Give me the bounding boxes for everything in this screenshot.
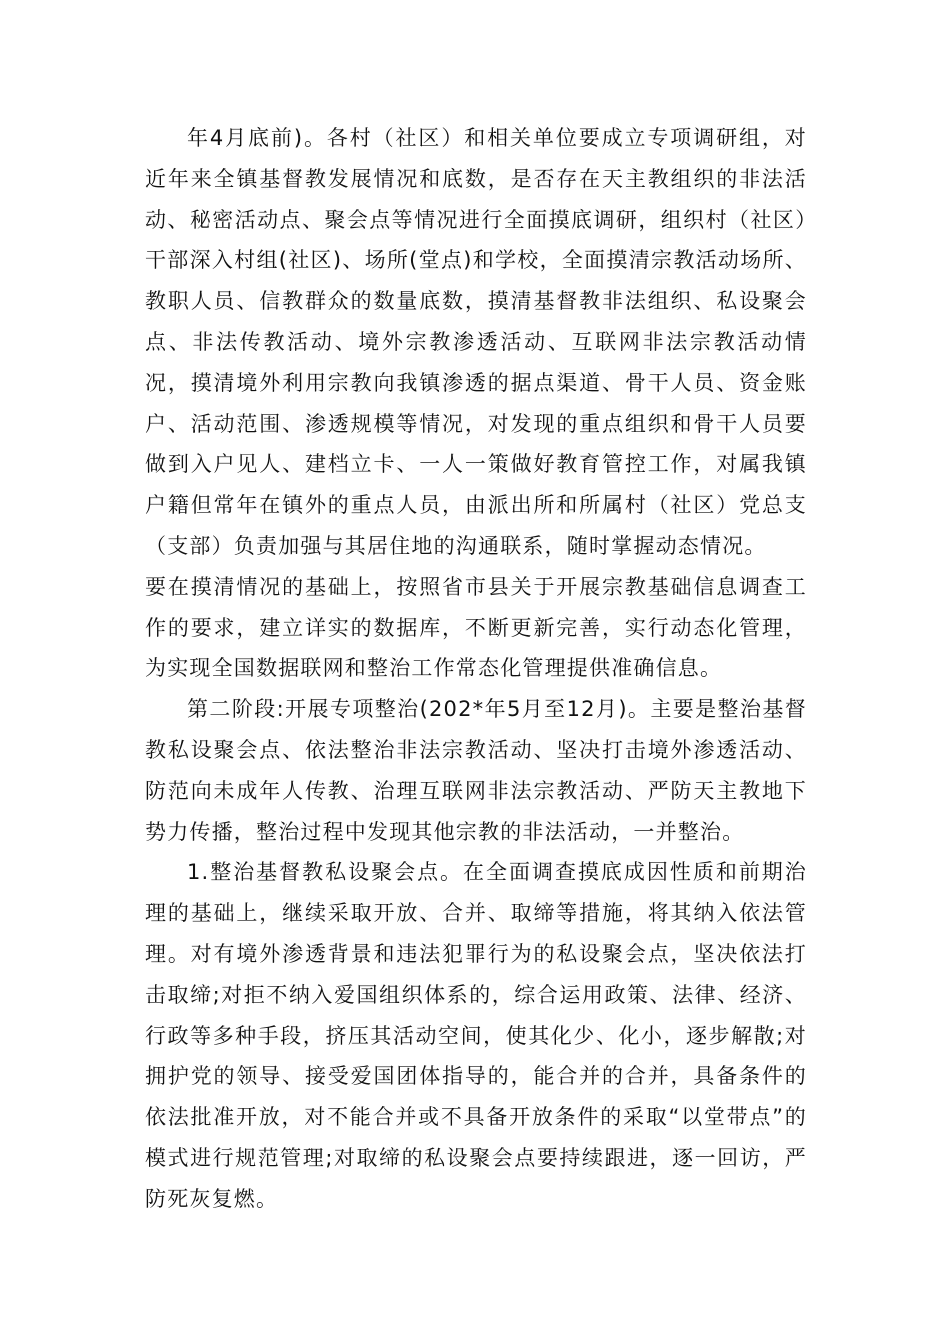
document-body [145,118,807,1220]
paragraph-item-1: 1.整治基督教私设聚会点。在全面调查摸底成因性质和前期治理的基础上，继续采取开放、合并、取缔等措施，将其纳入依法管理。对有境外渗透背景和违法犯罪行为的私设聚会点，坚决依法打击取缔;对拒不纳入爱国组织体系的，综合运用政策、法律、经济、行政等多种手段，挤压其活动空间，使其化少、化小，逐步解散;对拥护党的领导、接受爱国团体指导的，能合并的合并，具备条件的依法批准开放，对不能合并或不具备开放条件的采取“以堂带点”的模式进行规范管理;对取缔的私设聚会点要持续跟进，逐一回访，严防死灰复燃。 [145,860,807,1211]
paragraph-survey-continuation: 年4月底前)。各村（社区）和相关单位要成立专项调研组，对近年来全镇基督教发展情况和底数，是否存在天主教组织的非法活动、秘密活动点、聚会点等情况进行全面摸底调研，组织村（社区）干部深入村组(社区)、场所(堂点)和学校，全面摸清宗教活动场所、教职人员、信教群众的数量底数，摸清基督教非法组织、私设聚会点、非法传教活动、境外宗教渗透活动、互联网非法宗教活动情况，摸清境外利用宗教向我镇渗透的据点渠道、骨干人员、资金账户、活动范围、渗透规模等情况，对发现的重点组织和骨干人员要做到入户见人、建档立卡、一人一策做好教育管控工作，对属我镇户籍但常年在镇外的重点人员，由派出所和所属村（社区）党总支（支部）负责加强与其居住地的沟通联系，随时掌握动态情况。 [145,126,807,558]
paragraph-database: 要在摸清情况的基础上，按照省市县关于开展宗教基础信息调查工作的要求，建立详实的数据库，不断更新完善，实行动态化管理，为实现全国数据联网和整治工作常态化管理提供准确信息。 [145,574,807,681]
paragraph-stage-two: 第二阶段:开展专项整治(202*年5月至12月)。主要是整治基督教私设聚会点、依法整治非法宗教活动、坚决打击境外渗透活动、防范向未成年人传教、治理互联网非法宗教活动、严防天主教地下势力传播，整治过程中发现其他宗教的非法活动，一并整治。 [145,697,807,844]
